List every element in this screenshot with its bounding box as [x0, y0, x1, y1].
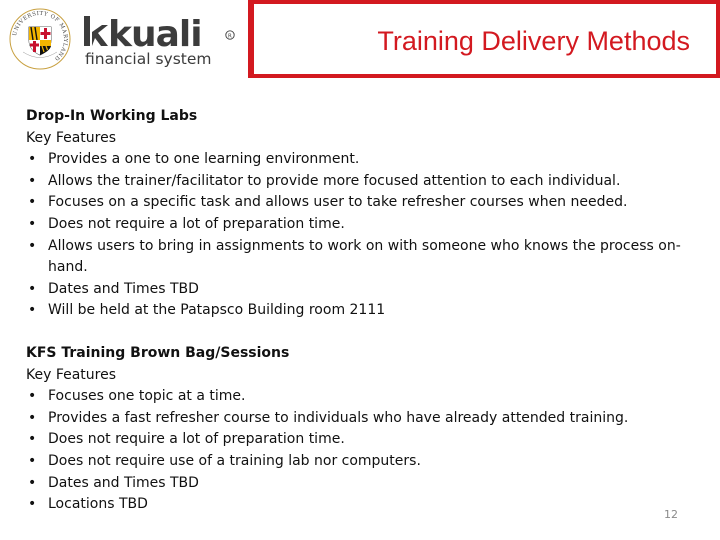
- seal-text: UNIVERSITY OF MARYLAND: [12, 10, 69, 62]
- page-number: 12: [664, 508, 678, 521]
- bullet-glyph: •: [28, 151, 37, 168]
- list-item: [26, 451, 706, 473]
- list-item: [26, 429, 706, 451]
- list-item-text: Focuses on a specific task and allows user to take refresher courses when needed.: [48, 194, 628, 211]
- feature-list: [26, 386, 706, 516]
- bullet-glyph: •: [28, 302, 37, 319]
- section-heading: Drop-In Working Labs: [26, 108, 198, 124]
- kuali-subtitle-text: financial system: [85, 50, 212, 68]
- list-item-text: Provides a fast refresher course to individuals who have already attended training.: [48, 409, 629, 426]
- feature-list: [26, 149, 706, 322]
- bullet-glyph: •: [28, 431, 37, 448]
- list-item-text: Does not require a lot of preparation time.: [48, 431, 345, 448]
- slide-title: Training Delivery Methods: [377, 26, 690, 56]
- svg-text:R: R: [228, 33, 232, 40]
- bullet-glyph: •: [28, 280, 37, 297]
- bullet-glyph: •: [28, 496, 37, 513]
- list-item-text: Dates and Times TBD: [48, 474, 199, 491]
- list-item-text: Does not require a lot of preparation time.: [48, 215, 345, 232]
- bullet-glyph: •: [28, 215, 37, 232]
- list-item: [26, 279, 706, 301]
- list-item: [26, 386, 706, 408]
- bullet-glyph: •: [28, 452, 37, 469]
- section-spacer: [26, 322, 706, 343]
- bullet-glyph: •: [28, 237, 37, 254]
- list-item: [26, 149, 706, 171]
- list-item-text: Will be held at the Patapsco Building room 2111: [48, 302, 386, 319]
- list-item: [26, 300, 706, 322]
- title-banner: [248, 0, 720, 78]
- section-drop-in-labs: [26, 106, 706, 322]
- kuali-brand-text: kuali: [108, 14, 202, 55]
- list-item: [26, 494, 706, 516]
- list-item-text: Allows users to bring in assignments to work on with someone who knows the process on-hand.: [48, 237, 681, 276]
- bullet-glyph: •: [28, 388, 37, 405]
- bullet-glyph: •: [28, 474, 37, 491]
- list-item-text: Provides a one to one learning environment.: [48, 151, 360, 168]
- key-features-label: Key Features: [26, 366, 117, 383]
- list-item: [26, 236, 706, 279]
- list-item: [26, 192, 706, 214]
- bullet-glyph: •: [28, 409, 37, 426]
- header-logo-area: [0, 0, 248, 78]
- list-item-text: Allows the trainer/facilitator to provide more focused attention to each individual.: [48, 172, 621, 189]
- list-item: [26, 473, 706, 495]
- slide-content: [26, 106, 706, 516]
- list-item: [26, 408, 706, 430]
- section-heading: KFS Training Brown Bag/Sessions: [26, 344, 290, 361]
- bullet-glyph: •: [28, 172, 37, 189]
- university-seal-logo: [9, 8, 71, 70]
- key-features-label: Key Features: [26, 129, 117, 146]
- kuali-logo: [84, 12, 240, 68]
- list-item-text: Dates and Times TBD: [48, 280, 199, 297]
- list-item-text: Focuses one topic at a time.: [48, 388, 246, 405]
- bullet-glyph: •: [28, 194, 37, 211]
- list-item-text: Does not require use of a training lab nor computers.: [48, 452, 421, 469]
- section-brown-bag: [26, 343, 706, 516]
- list-item: [26, 171, 706, 193]
- list-item-text: Locations TBD: [48, 496, 148, 513]
- list-item: [26, 214, 706, 236]
